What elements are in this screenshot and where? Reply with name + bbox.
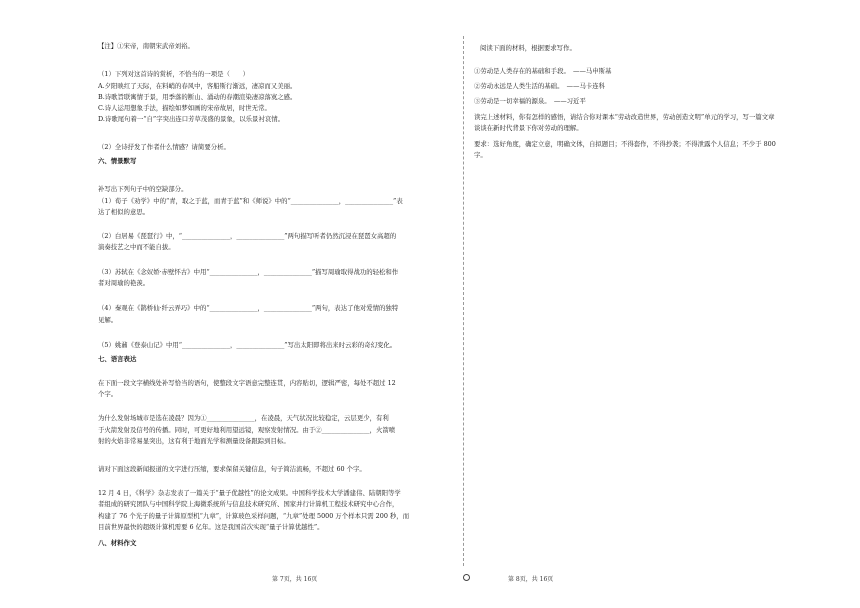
option-a: A.夕阳映红了天际，在料峭的春风中，客船斯行渐远，凄凉而又美丽。 [98,82,297,90]
fill-5: （5）姚鼐《登泰山记》中用“_______________，_______________”写出太阳即将出来时云彩的奇幻变化。 [98,341,397,349]
fill-1-line-2: 达了相似的意思。 [98,208,150,216]
section-7-passage-3: 射的火焰非常易显突出，这有利于地面光学和测量设备跟踪到目标。 [98,437,290,445]
compression-prompt: 请对下面这段新闻报道的文字进行压缩，要求保留关键信息，句子简洁流畅，不超过 60 个字。 [98,465,366,473]
fill-2-line-2: 演奏技艺之中而不能自拔。 [98,243,175,251]
fill-4-line-1: （4）秦观在《鹊桥仙·纤云弄巧》中的“_______________，_______________”两句，表达了他对爱情的独特 [98,304,399,312]
essay-requirements-1: 要求：选好角度，确定立意，明确文体，自拟题目；不得套作，不得抄袭；不得泄露个人信息；不少于 800 [474,140,776,148]
right-page-number: 第 8页，共 16页 [508,576,554,583]
option-c: C.诗人运用想象手法，描绘如梦如画的宋帝故居，时世无常。 [98,104,271,112]
column-divider [463,36,464,566]
section-6-heading: 六、情景默写 [98,157,137,165]
left-page-number: 第 7页，共 16页 [272,576,318,583]
binding-circle-icon [463,574,470,581]
news-line-4: 目前世界最快的超级计算机需要 6 亿年。这是我国首次实现“量子计算优越性”。 [98,523,324,531]
essay-prompt-2: 谈谈在新时代背景下你对劳动的理解。 [474,124,583,132]
question-2: （2）全诗抒发了作者什么情感？请简要分析。 [98,143,230,151]
essay-prompt-1: 读完上述材料，你有怎样的感悟，请结合你对课本“劳动改造世界，劳动创造文明”单元的学习，写一篇文章 [474,113,775,121]
fill-1-line-1: （1）荀子《劝学》中的“青，取之于蓝，而青于蓝”和《师说》中的“_______________，_______________”表 [98,197,403,205]
section-8-heading: 八、材料作文 [98,539,137,547]
option-b: B.诗歌旨联寓情于景，用季落的断山、涌动的春潮渲染凄凉落寞之感。 [98,93,297,101]
essay-requirements-2: 字。 [474,151,487,159]
section-7-prompt-2: 个字。 [98,390,118,398]
section-7-passage-1: 为什么发射场城市是选在凌晨？因为①_______________，在凌晨，天气状况比较稳定，云层更少，有利 [98,414,389,422]
essay-intro: 阅读下面的材料，根据要求写作。 [480,44,576,52]
section-7-heading: 七、语言表达 [98,355,137,363]
news-line-1: 12 月 4 日，《科学》杂志发表了一篇关于“量子优越性”的论文成果。中国科学技术大学潘建伟、陆朝阳等学 [98,489,401,497]
news-line-2: 者组成的研究团队与中国科学院上海微系统所与信息技术研究所、国家并行计算机工程技术研究中心合作， [98,500,399,508]
fill-3-line-2: 者对周瑜的艳羡。 [98,279,150,287]
section-7-passage-2: 于火箭发射及信号的传播。同时，可更好地利用望远镜，观察发射情况。由于②_______________，火箭喷 [98,426,396,434]
fill-2-line-1: （2）白居易《琵琶行》中，“_______________，_______________”两句描写听者仍然沉浸在琵琶女高超的 [98,232,397,240]
material-1: ①劳动是人类存在的基础和手段。 ——马申斯基 [474,67,612,75]
fill-4-line-2: 见解。 [98,316,118,324]
option-d: D.诗歌尾句着一“自”字突出连口芳草茂盛的景象，以乐景衬哀情。 [98,115,285,123]
fill-3-line-1: （3）苏轼在《念奴娇·赤壁怀古》中用“_______________，_______________”描写周瑜取得战功的轻松和作 [98,268,399,276]
material-2: ②劳动永远是人类生活的基础。 ——马卡连科 [474,82,606,90]
annotation-note: 【注】①宋帝，南朝宋武帝刘裕。 [98,42,194,50]
material-3: ③劳动是一切幸福的源泉。 ——习近平 [474,97,586,105]
news-line-3: 构建了 76 个光子的量子计算原型机“九章”，计算玻色采样问题，“九章”处理 5000 万个样本只需 200 秒，而 [98,512,410,520]
section-7-prompt-1: 在下面一段文字横线处补写恰当的语句，使整段文字语意完整连贯，内容贴切，逻辑严密，每处不超过 12 [98,379,396,387]
section-6-intro: 补写出下列句子中的空缺部分。 [98,185,188,193]
question-1: （1）下列对这首诗的赏析，不恰当的一项是（ ） [98,70,250,78]
